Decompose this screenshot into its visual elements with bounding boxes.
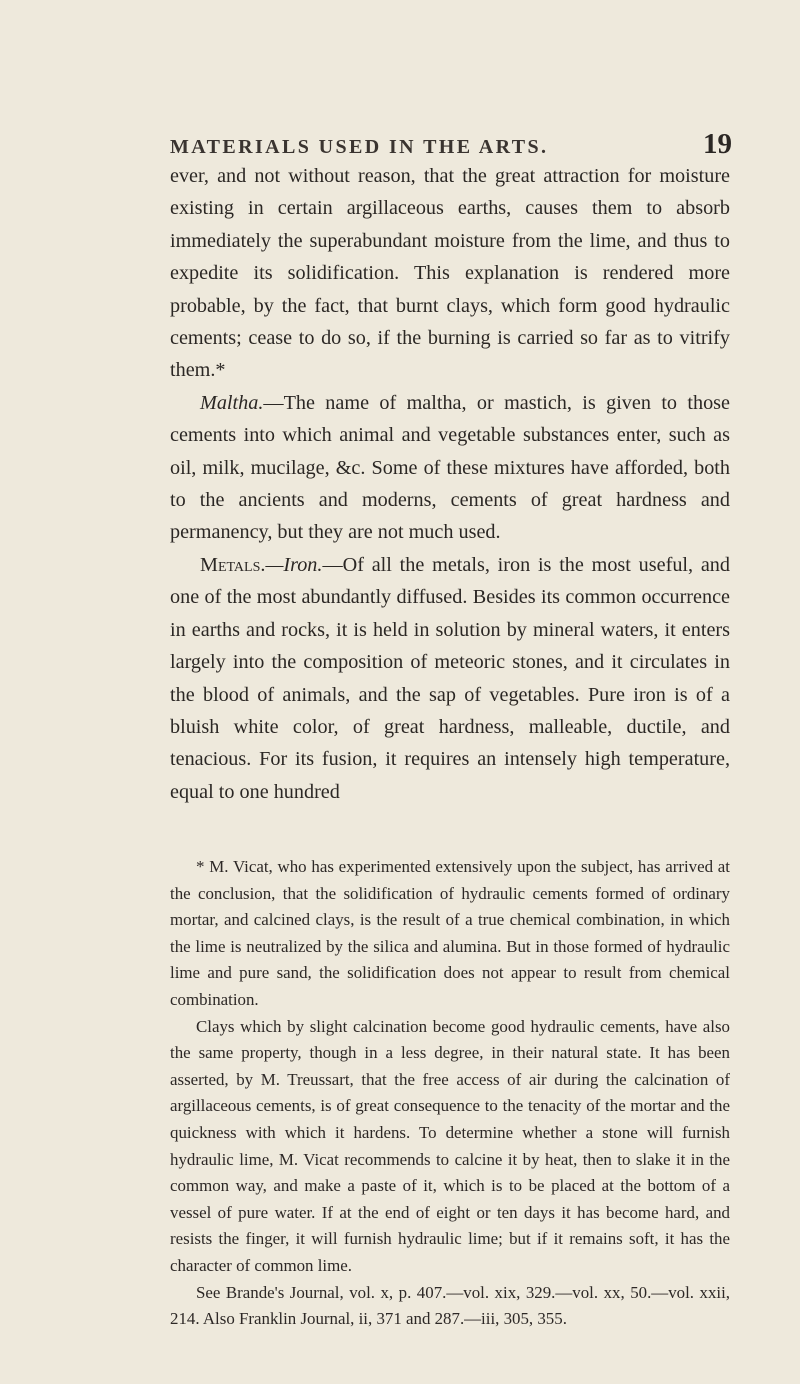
footnote-references: See Brande's Journal, vol. x, p. 407.—vol. xix, 329.—vol. xx, 50.—vol. xxii, 214. Also Franklin Journal, ii, 371 and 287.—iii, 305, 355. [170, 1282, 730, 1329]
metals-heading: Metals. [200, 553, 266, 576]
footnotes [170, 854, 730, 1333]
maltha-text: —The name of maltha, or mastich, is given to those cements into which animal and vegetable substances enter, such as oil, milk, mucilage, &c. Some of these mixtures have afforded, both to the ancients and moderns, cements of great hardness and permanency, but they are not much used. [170, 391, 730, 544]
running-title: MATERIALS USED IN THE ARTS. [170, 136, 549, 158]
metals-text: —Of all the metals, iron is the most useful, and one of the most abundantly diffused. Besides its common occurrence in earths and rocks, it is held in solution by mineral waters, it enters largely into the composition of meteoric stones, and it circulates in the blood of animals, and the sap of vegetables. Pure iron is of a bluish white color, of great hardness, malleable, ductile, and tenacious. For its fusion, it requires an intensely high temperature, equal to one hundred [170, 553, 730, 803]
maltha-heading: Maltha. [200, 391, 264, 414]
iron-subheading: —Iron. [265, 553, 323, 576]
body-text [170, 160, 730, 808]
footnote-vicat: * M. Vicat, who has experimented extensively upon the subject, has arrived at the conclusion, that the solidification of hydraulic cements formed of ordinary mortar, and calcined clays, is the result of a true chemical combination, in which the lime is neutralized by the silica and alumina. But in those formed of hydraulic lime and pure sand, the solidification does not appear to result from chemical combination. [170, 857, 730, 1009]
running-head [170, 128, 732, 160]
paragraph-continuation: ever, and not without reason, that the great attraction for moisture existing in certain argillaceous earths, causes them to absorb immediately the superabundant moisture from the lime, and thus to expedite its solidification. This explanation is rendered more probable, by the fact, that burnt clays, which form good hydraulic cements; cease to do so, if the burning is carried so far as to vitrify them.* [170, 165, 730, 382]
paragraph-maltha [170, 387, 730, 549]
footnote-clays: Clays which by slight calcination become good hydraulic cements, have also the same property, though in a less degree, in their natural state. It has been asserted, by M. Treussart, that the free access of air during the calcination of argillaceous cements, is of great consequence to the tenacity of the mortar and the quickness with which it hardens. To determine whether a stone will furnish hydraulic lime, M. Vicat recommends to calcine it by heat, then to slake it in the common way, and make a paste of it, which is to be placed at the bottom of a vessel of pure water. If at the end of eight or ten days it has become hard, and resists the finger, it will furnish hydraulic lime; but if it remains soft, it has the character of common lime. [170, 1016, 730, 1275]
paragraph-metals [170, 549, 730, 808]
page-number: 19 [703, 128, 732, 160]
